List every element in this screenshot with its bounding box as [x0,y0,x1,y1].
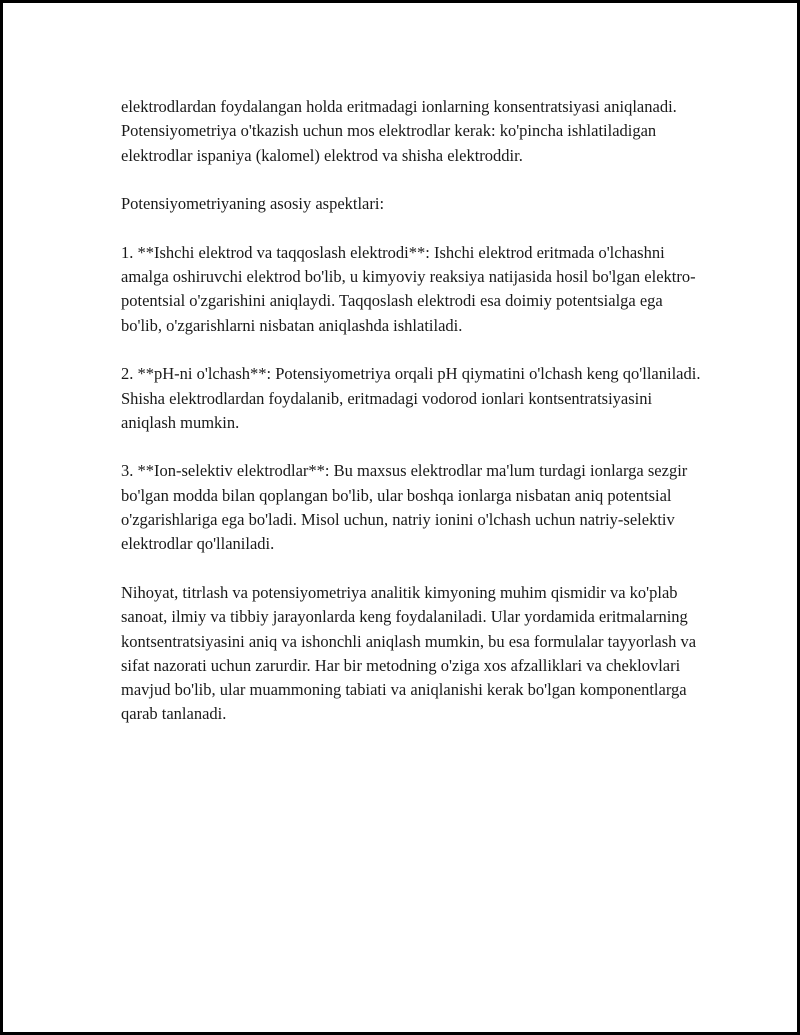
document-body [121,95,701,727]
paragraph-item-2: 2. **pH-ni o'lchash**: Potensiyometriya orqali pH qiymatini o'lchash keng qo'llaniladi. Shisha elektrodlardan foydalanib, eritmadagi vodorod ionlari kontsentratsiyasini aniqlash mumkin. [121,364,701,432]
paragraph-item-1: 1. **Ishchi elektrod va taqqoslash elektrodi**: Ishchi elektrod eritmada o'lchashni amalga oshiruvchi elektrod bo'lib, u kimyoviy reaksiya natijasida hosil bo'lgan elektro-potentsial o'zgarishini aniqlaydi. Taqqoslash elektrodi esa doimiy potentsialga ega bo'lib, o'zgarishlarni nisbatan aniqlashda ishlatiladi. [121,242,696,335]
paragraph-aspects-heading: Potensiyometriyaning asosiy aspektlari: [121,194,385,214]
paragraph-conclusion: Nihoyat, titrlash va potensiyometriya analitik kimyoning muhim qismidir va ko'plab sanoat, ilmiy va tibbiy jarayonlarda keng foydalaniladi. Ular yordamida eritmalarning kontsentratsiyasini aniq va ishonchli aniqlash mumkin, bu esa formulalar tayyorlash va sifat nazorati uchun zarurdir. Har bir metodning o'ziga xos afzalliklari va cheklovlari mavjud bo'lib, ular muammoning tabiati va aniqlanishi kerak bo'lgan komponentlarga qarab tanlanadi. [121,582,697,724]
paragraph-item-3: 3. **Ion-selektiv elektrodlar**: Bu maxsus elektrodlar ma'lum turdagi ionlarga sezgir bo'lgan modda bilan qoplangan bo'lib, ular boshqa ionlarga nisbatan aniq potentsial o'zgarishlariga ega bo'ladi. Misol uchun, natriy ionini o'lchash uchun natriy-selektiv elektrodlar qo'llaniladi. [121,461,688,554]
paragraph-intro: elektrodlardan foydalangan holda eritmadagi ionlarning konsentratsiyasi aniqlanadi. Potensiyometriya o'tkazish uchun mos elektrodlar kerak: ko'pincha ishlatiladigan elektrodlar ispaniya (kalomel) elektrod va shisha elektroddir. [121,97,677,165]
